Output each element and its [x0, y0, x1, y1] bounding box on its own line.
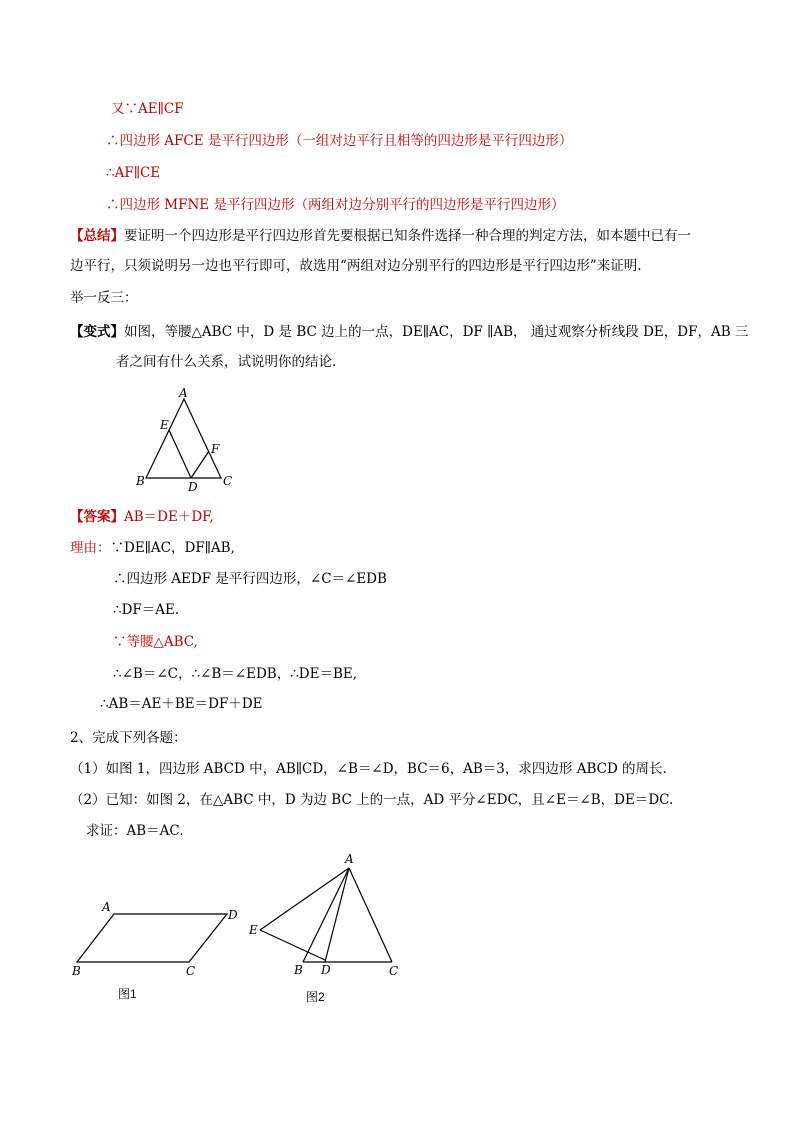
segment-ac [349, 868, 392, 962]
segment-df [191, 451, 209, 478]
figure-1-parallelogram [60, 895, 260, 985]
fig2-label-a: A [345, 852, 354, 866]
answer-reason-label: 理由： [70, 540, 111, 556]
answer-line-1 [70, 538, 235, 558]
answer-text-0: AB＝DE＋DF, [124, 509, 214, 525]
segment-de [169, 430, 191, 478]
label-a: A [179, 386, 188, 400]
figure-2-caption: 图2 [306, 990, 325, 1004]
summary-text-1: 要证明一个四边形是平行四边形首先要根据已知条件选择一种合理的判定方法，如本题中已有一 [124, 228, 691, 244]
answer-tag: 【答案】 [70, 509, 124, 525]
triangle-abc [146, 399, 221, 478]
answer-line-6: ∴AB＝AE＋BE＝DF＋DE [100, 696, 263, 712]
proof-line-3: ∴AF∥CE [106, 165, 161, 181]
answer-line-5: ∴∠B＝∠C，∴∠B＝∠EDB，∴DE＝BE, [113, 666, 358, 682]
fig1-label-c: C [186, 964, 196, 978]
variant-text-1: 如图，等腰△ABC 中，D 是 BC 边上的一点，DE∥AC，DF ∥AB， 通过观察分析线段 DE，DF，AB 三 [124, 324, 749, 340]
segment-ed [260, 930, 325, 960]
variant-triangle-figure [130, 385, 240, 495]
summary-text-2: 边平行，只须说明另一边也平行即可，故选用“两组对边分别平行的四边形是平行四边形”来证明. [70, 258, 642, 274]
summary-line-1 [70, 226, 691, 246]
q2-prove: 求证：AB＝AC. [86, 823, 184, 839]
fig2-label-e: E [249, 923, 258, 937]
figure-2-triangle [245, 848, 415, 983]
answer-line-4: ∵等腰△ABC, [113, 634, 198, 650]
fig2-label-d: D [321, 963, 331, 977]
fig1-label-d: D [228, 908, 238, 922]
fig2-label-c: C [389, 964, 399, 978]
proof-line-2: ∴四边形 AFCE 是平行四边形（一组对边平行且相等的四边形是平行四边形） [106, 133, 573, 149]
q2-part-2: （2）已知：如图 2，在△ABC 中，D 为边 BC 上的一点，AD 平分∠EDC，且∠E＝∠B，DE＝DC. [70, 792, 674, 808]
q2-title: 2、完成下列各题： [70, 730, 187, 746]
variant-text-2: 者之间有什么关系，试说明你的结论. [116, 354, 337, 370]
proof-line-4: ∴四边形 MFNE 是平行四边形（两组对边分别平行的四边形是平行四边形） [106, 197, 565, 213]
parallelogram-abcd [77, 914, 227, 962]
answer-line-0 [70, 507, 214, 527]
fig1-label-a: A [102, 900, 111, 914]
answer-line-2: ∴四边形 AEDF 是平行四边形，∠C＝∠EDB [113, 571, 387, 587]
segment-ab [303, 868, 349, 962]
answer-line-3: ∴DF＝AE. [113, 602, 180, 618]
label-e: E [160, 418, 169, 432]
variant-tag: 【变式】 [70, 324, 124, 340]
label-d: D [188, 480, 198, 494]
label-c: C [223, 474, 233, 488]
summary-tag: 【总结】 [70, 228, 124, 244]
answer-text-1: ∵DE∥AC，DF∥AB, [110, 540, 235, 556]
fig2-label-b: B [294, 963, 303, 977]
fig1-label-b: B [72, 964, 81, 978]
practice-heading: 举一反三： [70, 290, 138, 306]
label-b: B [136, 474, 145, 488]
figure-1-caption: 图1 [118, 987, 137, 1001]
q2-part-1: （1）如图 1，四边形 ABCD 中，AB∥CD，∠B＝∠D，BC＝6，AB＝3，求四边形 ABCD 的周长. [70, 761, 667, 777]
proof-line-1: 又∵AE∥CF [111, 101, 184, 117]
variant-line-1 [70, 322, 748, 342]
label-f: F [211, 442, 220, 456]
